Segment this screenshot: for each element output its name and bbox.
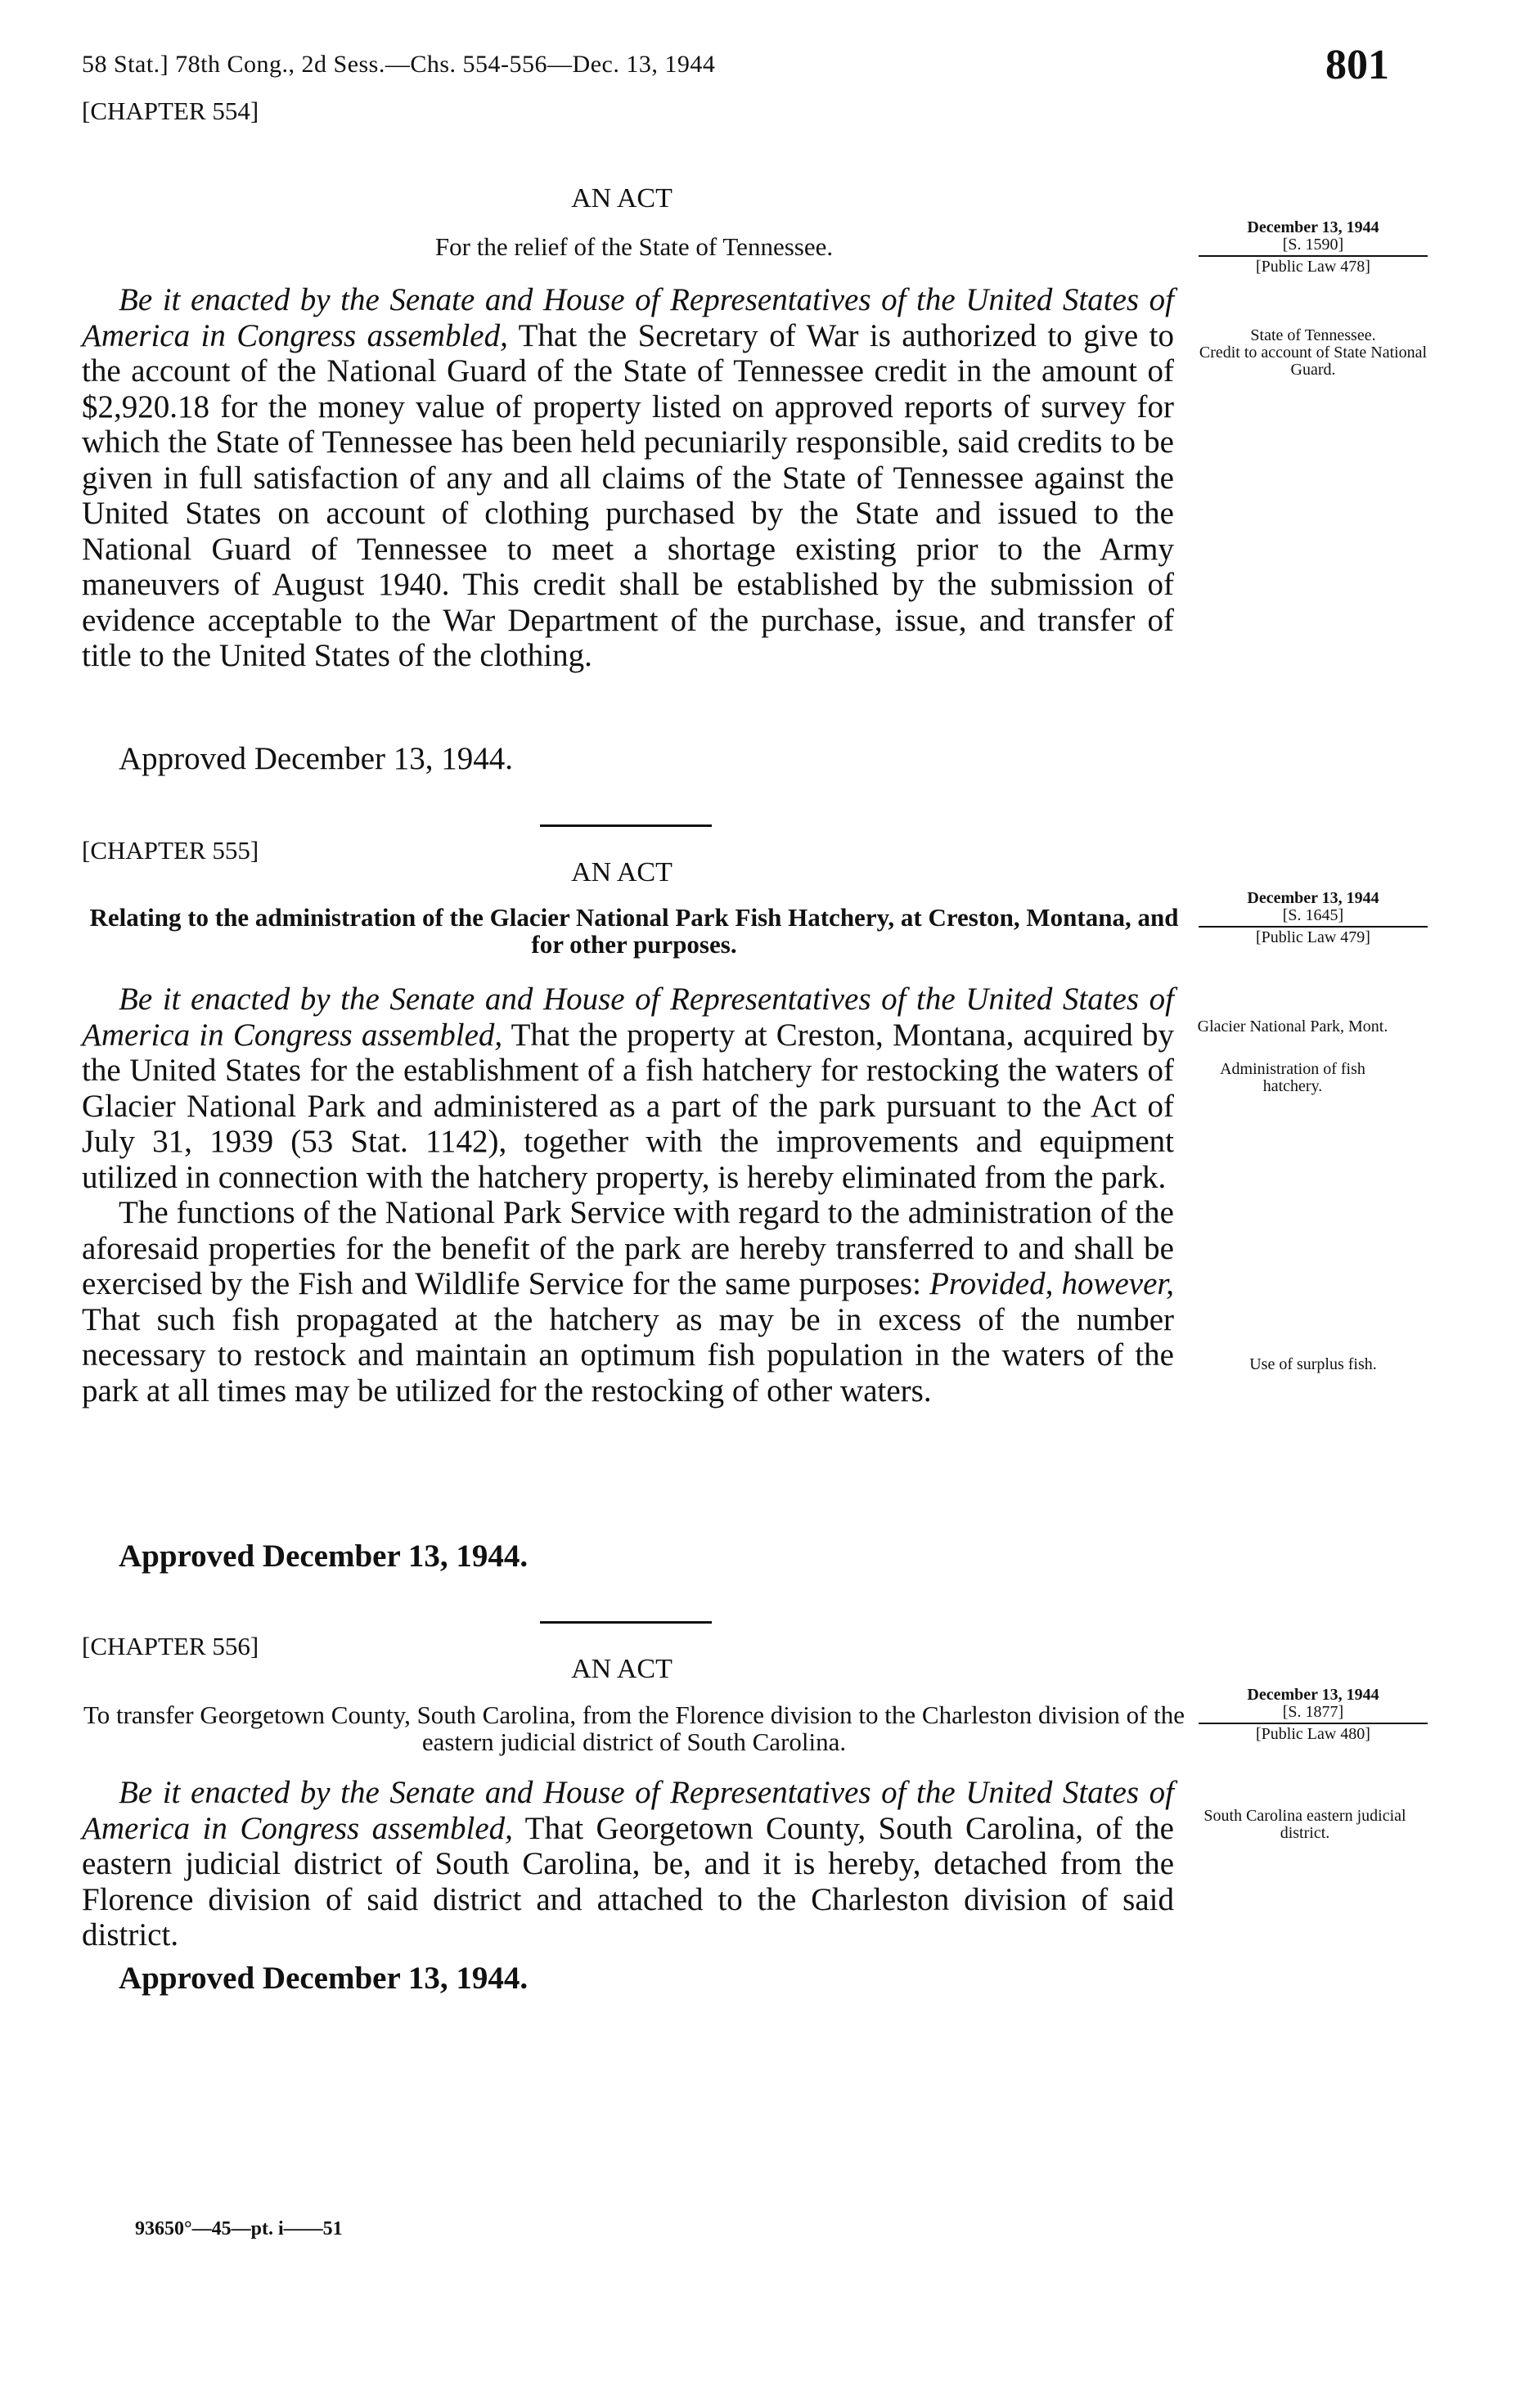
chapter-555-label: [CHAPTER 555] xyxy=(82,836,259,865)
section-text: That the property at Creston, Montana, acquired by the United States for the establishment of a fish hatchery for restocking the waters of Glacier National Park and administered as a part of the park pursuant to the Act of July 31, 1939 (53 Stat. 1142), together with the improvements and equipment utilized in connection with the hatchery property, is hereby eliminated from the park. xyxy=(82,1017,1174,1195)
public-law-number: [Public Law 478] xyxy=(1256,258,1370,276)
section-text: That the Secretary of War is authorized to give to the account of the National Guard of the State of Tennessee credit in the amount of $2,920.18 for the money value of property listed on approved reports of survey for which the State of Tennessee has been held pecuniarily responsible, said credits to be given in full satisfaction of any and all claims of the State of Tennessee against the United States on account of clothing purchased by the State and issued to the National Guard of Tennessee to meet a shortage existing prior to the Army maneuvers of August 1940. This credit shall be established by the submission of evidence acceptable to the War Department of the purchase, issue, and transfer of title to the United States of the clothing. xyxy=(82,317,1174,673)
chapter-554-title: For the relief of the State of Tennessee. xyxy=(434,232,834,261)
chapter-555-margin-note-2: Administration of fish hatchery. xyxy=(1220,1060,1365,1095)
chapter-554-approved: Approved December 13, 1944. xyxy=(119,741,513,776)
section-text: That Georgetown County, South Carolina, of the eastern judicial district of South Carolina, be, and it is hereby, detached from the Florence division of said district and attached to the Charleston division of said district. xyxy=(82,1810,1174,1952)
public-law-number: [Public Law 479] xyxy=(1256,928,1370,946)
section-text-2a: The functions of the National Park Service with regard to the administration of the aforesaid properties for the benefit of the park are hereby transferred to and shall be exercised by the Fish and Wildlife Service for the same purposes: xyxy=(82,1195,1174,1301)
chapter-556-title: To transfer Georgetown County, South Carolina, from the Florence division to the Charleston division of the eastern judicial district of South Carolina. xyxy=(83,1700,1185,1756)
enactment-date: December 13, 1944 xyxy=(1247,218,1379,236)
bill-number: [S. 1590] xyxy=(1282,236,1344,254)
chapter-554-heading: AN ACT xyxy=(571,183,673,213)
chapter-556-label: [CHAPTER 556] xyxy=(82,1632,259,1660)
chapter-555-heading: AN ACT xyxy=(571,857,673,887)
chapter-556-approved: Approved December 13, 1944. xyxy=(119,1961,529,1996)
chapter-556-heading: AN ACT xyxy=(571,1654,673,1684)
chapter-555-margin-note-3: Use of surplus fish. xyxy=(1249,1355,1377,1373)
public-law-number: [Public Law 480] xyxy=(1256,1725,1370,1743)
enacting-clause: Be it enacted by the Senate and House of Representatives of the United States of America in Congress assembled, xyxy=(82,282,1174,353)
divider xyxy=(1199,255,1428,257)
chapter-554-margin-note-1: State of Tennessee. xyxy=(1250,326,1376,344)
enacting-clause: Be it enacted by the Senate and House of Representatives of the United States of America in Congress assembled, xyxy=(82,982,1174,1053)
chapter-556-body xyxy=(82,1775,1174,1953)
chapter-555-approved: Approved December 13, 1944. xyxy=(119,1539,529,1574)
divider xyxy=(1199,926,1428,928)
chapter-554-label: [CHAPTER 554] xyxy=(82,97,259,125)
printer-signature: 93650°—45—pt. i——51 xyxy=(135,2218,343,2240)
divider xyxy=(1199,1723,1428,1724)
enactment-date: December 13, 1944 xyxy=(1247,889,1379,907)
bill-number: [S. 1877] xyxy=(1282,1703,1344,1721)
section-divider xyxy=(540,1621,712,1624)
chapter-556-margin-note-1: South Carolina eastern judicial district. xyxy=(1203,1807,1406,1842)
section-text-2b: That such fish propagated at the hatchery as may be in excess of the number necessary to restock and maintain an optimum fish population in the waters of the park at all times may be utilized for the restocking of other waters. xyxy=(82,1301,1174,1408)
chapter-554-body xyxy=(82,282,1174,674)
chapter-555-sidenote xyxy=(1190,890,1436,946)
chapter-555-margin-note-1: Glacier National Park, Mont. xyxy=(1197,1018,1388,1036)
chapter-554-margin-note-2: Credit to account of State National Guard. xyxy=(1199,344,1428,379)
chapter-554-sidenote xyxy=(1190,219,1436,276)
proviso: Provided, however, xyxy=(929,1266,1175,1301)
section-divider xyxy=(540,824,712,827)
bill-number: [S. 1645] xyxy=(1282,906,1344,924)
page-number: 801 xyxy=(1325,42,1389,88)
chapter-555-title: Relating to the administration of the Glacier National Park Fish Hatchery, at Creston, Montana, and for other purposes. xyxy=(89,903,1179,959)
enactment-date: December 13, 1944 xyxy=(1247,1686,1379,1704)
chapter-556-sidenote xyxy=(1190,1687,1436,1743)
running-header: 58 Stat.] 78th Cong., 2d Sess.—Chs. 554-556—Dec. 13, 1944 xyxy=(82,51,716,78)
chapter-555-body xyxy=(82,982,1174,1408)
enacting-clause: Be it enacted by the Senate and House of Representatives of the United States of America in Congress assembled, xyxy=(82,1775,1174,1846)
